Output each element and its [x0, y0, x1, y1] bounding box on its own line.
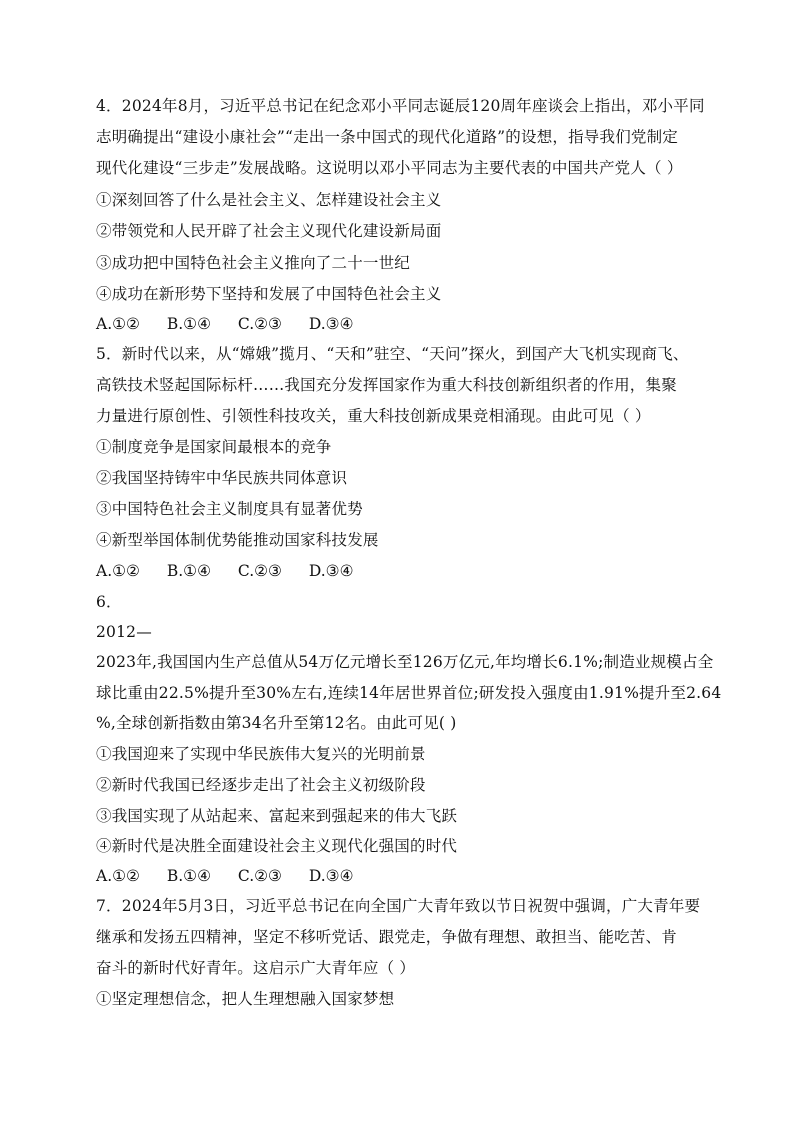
question-7-statement-1: ①坚定理想信念，把人生理想融入国家梦想	[96, 990, 395, 1008]
question-5-statement-3: ③中国特色社会主义制度具有显著优势	[96, 500, 363, 518]
question-4-statement-3: ③成功把中国特色社会主义推向了二十一世纪	[96, 254, 411, 272]
question-6-statement-1: ①我国迎来了实现中华民族伟大复兴的光明前景	[96, 745, 426, 763]
question-4-option-a: A.①②	[96, 315, 140, 333]
question-6-statement-2: ②新时代我国已经逐步走出了社会主义初级阶段	[96, 776, 426, 794]
question-4-options	[96, 314, 375, 334]
question-4-statement-4: ④成功在新形势下坚持和发展了中国特色社会主义	[96, 285, 442, 303]
question-7-stem-line-1: 7．2024年5月3日，习近平总书记在向全国广大青年致以节日祝贺中强调，广大青年要	[96, 897, 701, 915]
question-5-option-a: A.①②	[96, 562, 140, 580]
question-6-option-c: C.②③	[237, 867, 282, 885]
question-7-stem-line-3: 奋斗的新时代好青年。这启示广大青年应（ ）	[96, 959, 416, 977]
question-4-stem-line-1: 4．2024年8月，习近平总书记在纪念邓小平同志诞辰120周年座谈会上指出，邓小平同	[96, 97, 705, 115]
question-4-statement-2: ②带领党和人民开辟了社会主义现代化建设新局面	[96, 222, 442, 240]
question-5-option-b: B.①④	[166, 562, 211, 580]
question-6-statement-3: ③我国实现了从站起来、富起来到强起来的伟大飞跃	[96, 807, 458, 825]
question-4-option-c: C.②③	[237, 315, 282, 333]
question-4-statement-1: ①深刻回答了什么是社会主义、怎样建设社会主义	[96, 191, 442, 209]
question-7-stem-line-2: 继承和发扬五四精神，坚定不移听党话、跟党走，争做有理想、敢担当、能吃苦、肯	[96, 928, 677, 946]
question-6-statement-4: ④新时代是决胜全面建设社会主义现代化强国的时代	[96, 837, 458, 855]
question-6-number: 6．	[96, 593, 122, 611]
question-6-option-d: D.③④	[308, 867, 354, 885]
question-5-option-d: D.③④	[308, 562, 354, 580]
question-5-options	[96, 561, 375, 581]
question-5-stem-line-3: 力量进行原创性、引领性科技攻关，重大科技创新成果竞相涌现。由此可见（ ）	[96, 407, 651, 425]
question-6-stem-line-2: 2023年,我国国内生产总值从54万亿元增长至126万亿元,年均增长6.1%;制造业规模占全	[96, 653, 714, 671]
question-5-statement-2: ②我国坚持铸牢中华民族共同体意识	[96, 469, 348, 487]
question-4-stem-line-3: 现代化建设“三步走”发展战略。这说明以邓小平同志为主要代表的中国共产党人（ ）	[96, 159, 683, 177]
question-5-statement-1: ①制度竞争是国家间最根本的竞争	[96, 438, 332, 456]
question-6-option-b: B.①④	[166, 867, 211, 885]
question-6-stem-line-1: 2012—	[96, 623, 152, 641]
question-5-stem-line-2: 高铁技术竖起国际标杆……我国充分发挥国家作为重大科技创新组织者的作用，集聚	[96, 376, 677, 394]
question-4-option-d: D.③④	[308, 315, 354, 333]
question-5-stem-line-1: 5．新时代以来，从“嫦娥”揽月、“天和”驻空、“天问”探火，到国产大飞机实现商飞、	[96, 345, 689, 363]
question-6-options	[96, 866, 375, 886]
question-6-stem-line-4: %,全球创新指数由第34名升至第12名。由此可见( )	[96, 714, 457, 732]
question-6-stem-line-3: 球比重由22.5%提升至30%左右,连续14年居世界首位;研发投入强度由1.91%提升至2.64	[96, 684, 722, 702]
question-4-stem-line-2: 志明确提出“建设小康社会”“走出一条中国式的现代化道路”的设想，指导我们党制定	[96, 128, 678, 146]
question-4-option-b: B.①④	[166, 315, 211, 333]
question-6-option-a: A.①②	[96, 867, 140, 885]
question-5-option-c: C.②③	[237, 562, 282, 580]
question-5-statement-4: ④新型举国体制优势能推动国家科技发展	[96, 531, 379, 549]
